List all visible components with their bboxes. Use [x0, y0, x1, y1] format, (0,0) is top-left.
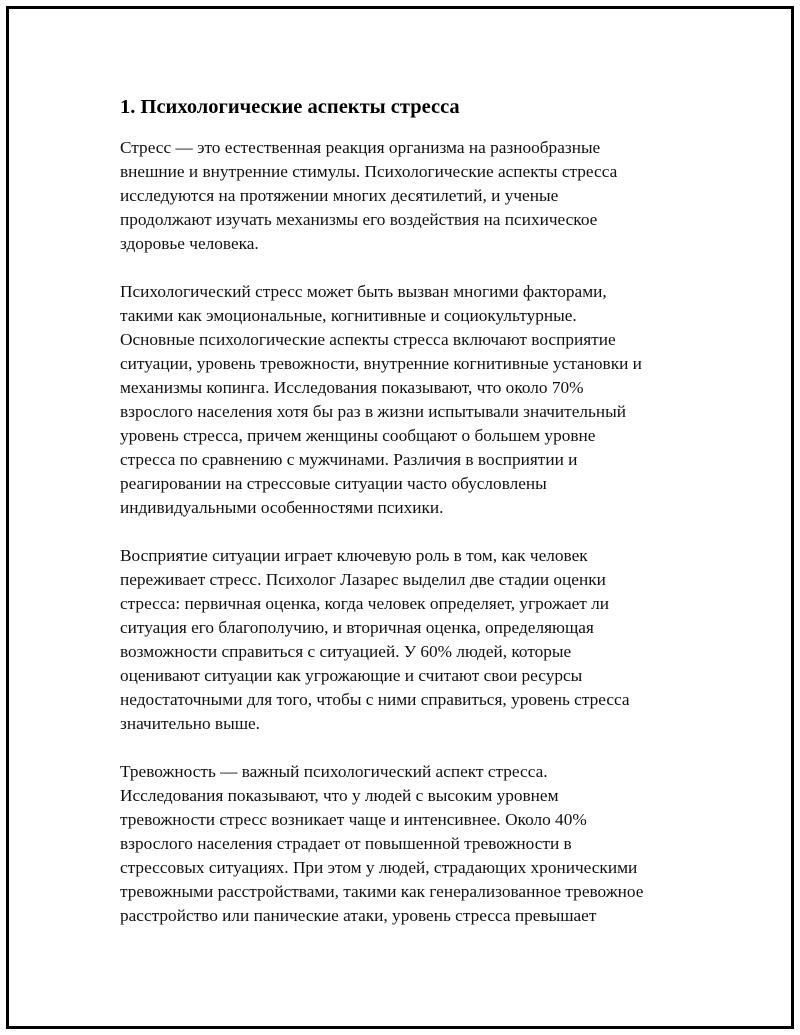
- paragraph-intro: [120, 136, 700, 256]
- paragraph-anxiety: [120, 760, 700, 928]
- text-line: Психологический стресс может быть вызван многими факторами,: [120, 282, 607, 301]
- text-line: уровень стресса, причем женщины сообщают о большем уровне: [120, 426, 596, 445]
- paragraph-perception: [120, 544, 700, 736]
- text-line: расстройство или панические атаки, уровень стресса превышает: [120, 906, 597, 925]
- text-line: стрессовых ситуациях. При этом у людей, страдающих хроническими: [120, 858, 638, 877]
- text-line: оценивают ситуации как угрожающие и считают свои ресурсы: [120, 666, 583, 685]
- text-line: взрослого населения хотя бы раз в жизни испытывали значительный: [120, 402, 626, 421]
- document-body: [120, 94, 700, 952]
- text-line: Исследования показывают, что у людей с высоким уровнем: [120, 786, 559, 805]
- text-line: возможности справиться с ситуацией. У 60% людей, которые: [120, 642, 572, 661]
- text-line: ситуация его благополучию, и вторичная оценка, определяющая: [120, 618, 594, 637]
- text-line: стресса: первичная оценка, когда человек определяет, угрожает ли: [120, 594, 610, 613]
- text-line: стресса по сравнению с мужчинами. Различия в восприятии и: [120, 450, 578, 469]
- text-line: исследуются на протяжении многих десятилетий, и ученые: [120, 186, 559, 205]
- text-line: взрослого населения страдает от повышенной тревожности в: [120, 834, 572, 853]
- text-line: Тревожность — важный психологический аспект стресса.: [120, 762, 548, 781]
- paragraph-factors: [120, 280, 700, 520]
- text-line: реагировании на стрессовые ситуации часто обусловлены: [120, 474, 547, 493]
- text-line: переживает стресс. Психолог Лазарес выделил две стадии оценки: [120, 570, 606, 589]
- section-heading: 1. Психологические аспекты стресса: [120, 96, 460, 118]
- page-border: [6, 6, 794, 1029]
- text-line: здоровье человека.: [120, 234, 259, 253]
- text-line: значительно выше.: [120, 714, 260, 733]
- text-line: продолжают изучать механизмы его воздействия на психическое: [120, 210, 598, 229]
- text-line: Основные психологические аспекты стресса включают восприятие: [120, 330, 616, 349]
- text-line: механизмы копинга. Исследования показывают, что около 70%: [120, 378, 584, 397]
- text-line: внешние и внутренние стимулы. Психологические аспекты стресса: [120, 162, 618, 181]
- text-line: Восприятие ситуации играет ключевую роль в том, как человек: [120, 546, 588, 565]
- text-line: тревожными расстройствами, такими как генерализованное тревожное: [120, 882, 644, 901]
- text-line: такими как эмоциональные, когнитивные и социокультурные.: [120, 306, 577, 325]
- text-line: недостаточными для того, чтобы с ними справиться, уровень стресса: [120, 690, 630, 709]
- text-line: тревожности стресс возникает чаще и интенсивнее. Около 40%: [120, 810, 587, 829]
- text-line: Стресс — это естественная реакция организма на разнообразные: [120, 138, 601, 157]
- text-line: индивидуальными особенностями психики.: [120, 498, 444, 517]
- text-line: ситуации, уровень тревожности, внутренние когнитивные установки и: [120, 354, 642, 373]
